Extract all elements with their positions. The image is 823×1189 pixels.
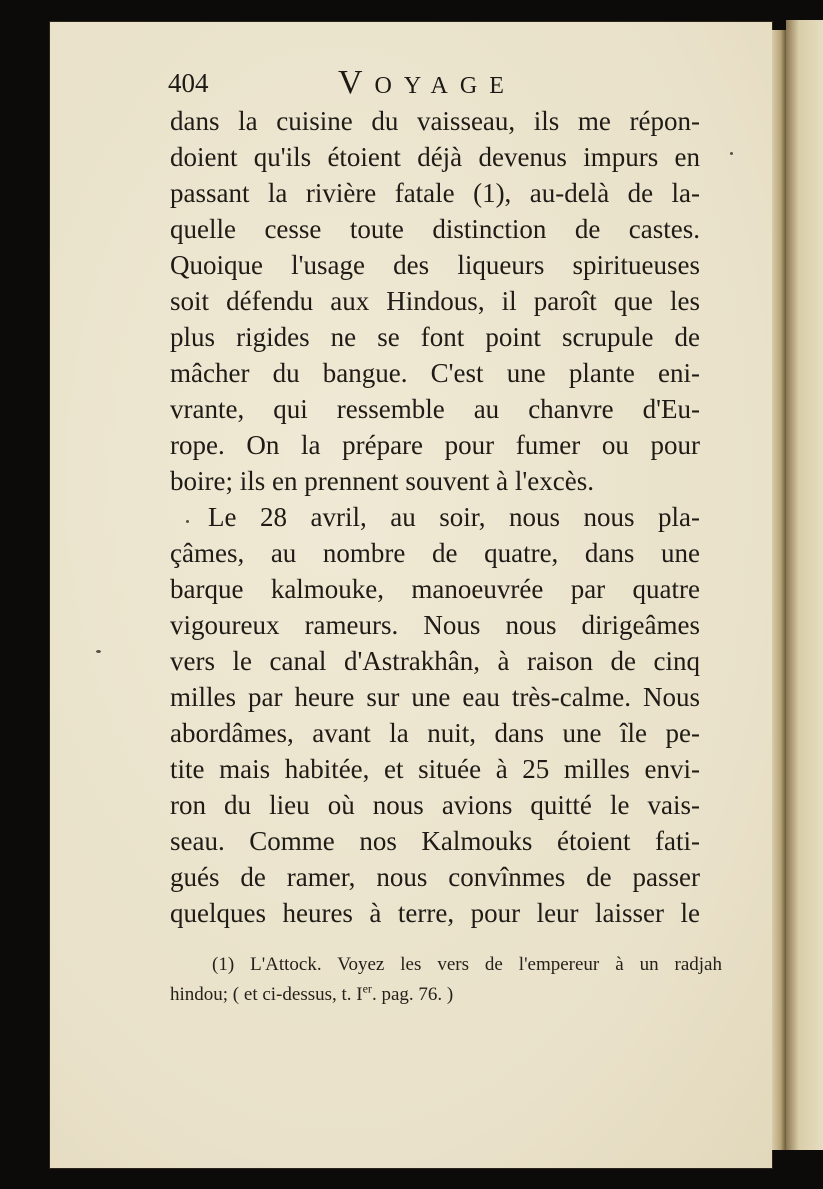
- text-line: vigoureux rameurs. Nous nous dirigeâmes: [170, 610, 700, 640]
- text-line: Le 28 avril, au soir, nous nous pla-: [208, 502, 700, 532]
- text-line: quelle cesse toute distinction de castes.: [170, 214, 700, 244]
- facing-page-edge: [786, 20, 823, 1150]
- text-line: rope. On la prépare pour fumer ou pour: [170, 430, 700, 460]
- text-line: ron du lieu où nous avions quitté le vais-: [170, 790, 700, 820]
- text-line: tite mais habitée, et située à 25 milles envi-: [170, 754, 700, 784]
- text-line: gués de ramer, nous convînmes de passer: [170, 862, 700, 892]
- footnote-line: (1) L'Attock. Voyez les vers de l'empereur à un radjah: [212, 954, 722, 975]
- text-line: barque kalmouke, manoeuvrée par quatre: [170, 574, 700, 604]
- text-line: Quoique l'usage des liqueurs spiritueuses: [170, 250, 700, 280]
- text-line: çâmes, au nombre de quatre, dans une: [170, 538, 700, 568]
- text-line: vrante, qui ressemble au chanvre d'Eu-: [170, 394, 700, 424]
- text-line: plus rigides ne se font point scrupule de: [170, 322, 700, 352]
- text-line: abordâmes, avant la nuit, dans une île pe-: [170, 718, 700, 748]
- paper-speck: [96, 650, 101, 653]
- footnote-line: [170, 980, 722, 1010]
- paper-speck: [730, 152, 733, 155]
- page-edge: [772, 30, 786, 1150]
- footnote: [170, 950, 722, 1010]
- text-line: seau. Comme nos Kalmouks étoient fati-: [170, 826, 700, 856]
- text-line: quelques heures à terre, pour leur laisser le: [170, 898, 700, 928]
- body-text: [170, 103, 700, 931]
- text-line: passant la rivière fatale (1), au-delà de la-: [170, 178, 700, 208]
- footnote-superscript: er: [362, 981, 372, 996]
- text-line: doient qu'ils étoient déjà devenus impurs en: [170, 142, 700, 172]
- footnote-text: hindou; ( et ci-dessus, t. I: [170, 984, 363, 1005]
- text-line: boire; ils en prennent souvent à l'excès.: [170, 466, 594, 496]
- running-title: Voyage: [338, 64, 516, 101]
- page-header: [168, 62, 688, 102]
- text-line: mâcher du bangue. C'est une plante eni-: [170, 358, 700, 388]
- text-line: milles par heure sur une eau très-calme. Nous: [170, 682, 700, 712]
- page-number: 404: [168, 68, 209, 98]
- text-line: vers le canal d'Astrakhân, à raison de cinq: [170, 646, 700, 676]
- footnote-text: . pag. 76. ): [371, 984, 454, 1005]
- text-line: soit défendu aux Hindous, il paroît que les: [170, 286, 700, 316]
- text-line: dans la cuisine du vaisseau, ils me répon-: [170, 106, 700, 136]
